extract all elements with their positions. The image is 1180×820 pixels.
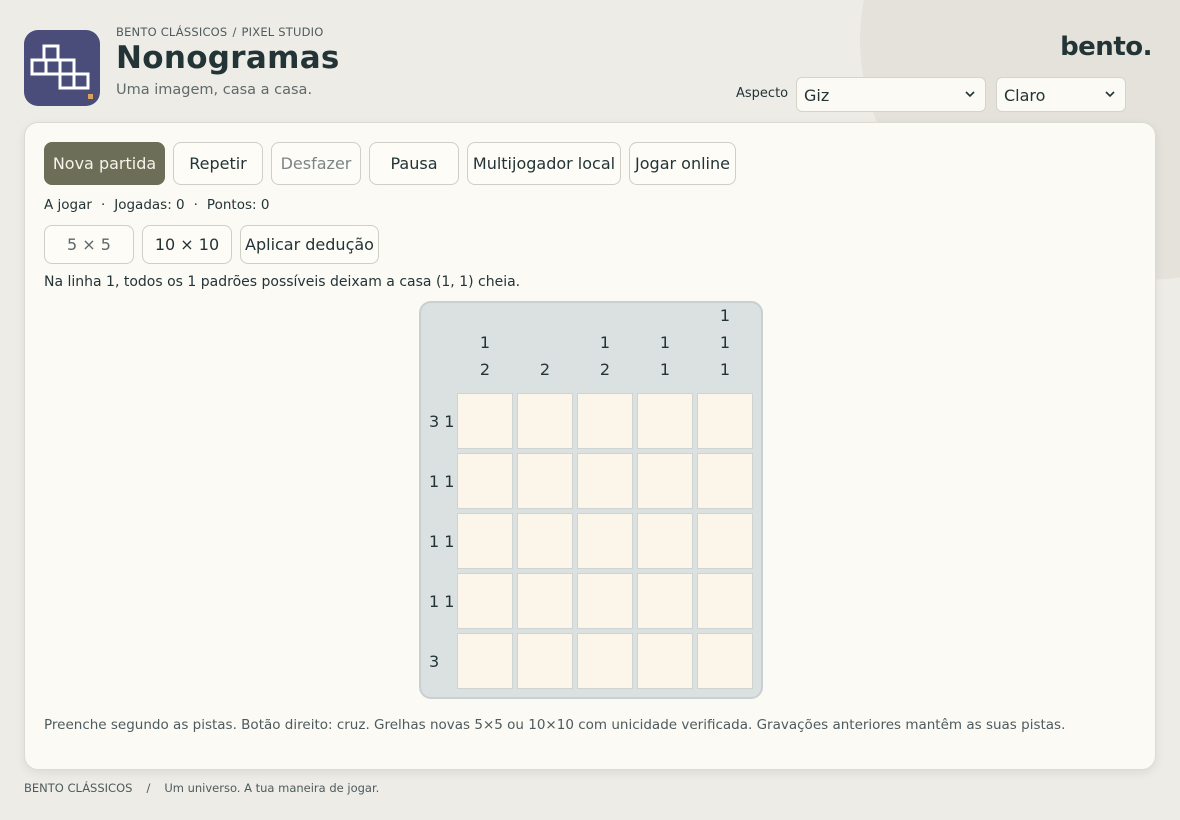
local-multiplayer-button[interactable]: Multijogador local [467, 142, 621, 185]
column-clue [517, 356, 573, 383]
row-clue: 3 [429, 652, 440, 671]
size-5x5-button[interactable]: 5 × 5 [44, 225, 134, 264]
grid-blocks-icon [24, 30, 100, 106]
footer-bar [24, 781, 379, 795]
grid-cell[interactable] [637, 453, 693, 509]
row-clue: 1 1 [429, 592, 455, 611]
grid-cell[interactable] [517, 633, 573, 689]
grid-cell[interactable] [457, 453, 513, 509]
grid-cell[interactable] [577, 453, 633, 509]
undo-button[interactable]: Desfazer [271, 142, 361, 185]
breadcrumb-item[interactable]: BENTO CLÁSSICOS [116, 25, 228, 39]
instructions-text: Preenche segundo as pistas. Botão direito: cruz. Grelhas novas 5×5 ou 10×10 com unicidade verificada. Gravações anteriores mantêm as suas pistas. [44, 717, 1066, 733]
game-card [24, 122, 1156, 770]
moves-count: Jogadas: 0 [114, 197, 185, 213]
play-online-button[interactable]: Jogar online [629, 142, 736, 185]
column-clue-number: 1 [719, 333, 731, 352]
status-separator: · [100, 197, 106, 213]
app-icon [24, 30, 100, 106]
status-line [44, 197, 269, 213]
points-count: Pontos: 0 [206, 197, 270, 213]
chevron-down-icon [965, 89, 975, 99]
grid-cell[interactable] [517, 393, 573, 449]
grid-cell[interactable] [577, 393, 633, 449]
column-clue-number: 1 [719, 306, 731, 325]
column-clue-number: 1 [659, 360, 671, 379]
row-clue: 1 1 [429, 472, 455, 491]
grid-cell[interactable] [577, 573, 633, 629]
aspect-select[interactable] [796, 77, 986, 112]
grid-cell[interactable] [697, 453, 753, 509]
app-header [24, 24, 1152, 114]
grid-cell[interactable] [697, 513, 753, 569]
size-10x10-button[interactable]: 10 × 10 [142, 225, 232, 264]
column-clue-number: 2 [539, 360, 551, 379]
grid-cell[interactable] [697, 573, 753, 629]
brand-logo: bento. [1060, 32, 1152, 62]
column-clue [577, 329, 633, 383]
footer-brand: BENTO CLÁSSICOS [24, 781, 133, 795]
grid-cell[interactable] [457, 513, 513, 569]
new-game-button[interactable]: Nova partida [44, 142, 165, 185]
aspect-select-value: Giz [804, 86, 830, 105]
footer-separator: / [146, 781, 151, 795]
grid-cell[interactable] [577, 513, 633, 569]
apply-deduction-button[interactable]: Aplicar dedução [240, 225, 379, 264]
hint-text: Na linha 1, todos os 1 padrões possíveis deixam a casa (1, 1) cheia. [44, 274, 521, 290]
breadcrumb [116, 25, 324, 39]
column-clue-number: 1 [599, 333, 611, 352]
breadcrumb-item[interactable]: PIXEL STUDIO [241, 25, 324, 39]
column-clue-number: 2 [599, 360, 611, 379]
grid-cell[interactable] [637, 573, 693, 629]
footer-tagline: Um universo. A tua maneira de jogar. [164, 781, 380, 795]
grid-cell[interactable] [457, 633, 513, 689]
theme-select-value: Claro [1004, 86, 1046, 105]
column-clue [457, 329, 513, 383]
grid-cell[interactable] [577, 633, 633, 689]
grid-cell[interactable] [697, 393, 753, 449]
page-subtitle: Uma imagem, casa a casa. [116, 82, 313, 98]
pause-button[interactable]: Pausa [369, 142, 459, 185]
column-clue [637, 329, 693, 383]
column-clue-number: 1 [479, 333, 491, 352]
column-clue-number: 1 [719, 360, 731, 379]
row-clue: 3 1 [429, 412, 455, 431]
grid-cell[interactable] [457, 393, 513, 449]
aspect-label: Aspecto [736, 86, 789, 101]
grid-cell[interactable] [517, 573, 573, 629]
grid-cell[interactable] [517, 453, 573, 509]
column-clue-number: 1 [659, 333, 671, 352]
column-clue-number: 2 [479, 360, 491, 379]
grid-cell[interactable] [637, 513, 693, 569]
grid-cell[interactable] [637, 393, 693, 449]
repeat-button[interactable]: Repetir [173, 142, 263, 185]
chevron-down-icon [1105, 89, 1115, 99]
grid-cell[interactable] [517, 513, 573, 569]
status-separator: · [193, 197, 198, 213]
breadcrumb-separator: / [232, 25, 237, 39]
game-state: A jogar [44, 197, 92, 213]
grid-cell[interactable] [697, 633, 753, 689]
nonogram-board [419, 301, 763, 699]
page-title: Nonogramas [116, 40, 340, 76]
theme-select[interactable] [996, 77, 1126, 112]
grid-cell[interactable] [637, 633, 693, 689]
column-clue [697, 302, 753, 383]
row-clue: 1 1 [429, 532, 455, 551]
grid-cell[interactable] [457, 573, 513, 629]
